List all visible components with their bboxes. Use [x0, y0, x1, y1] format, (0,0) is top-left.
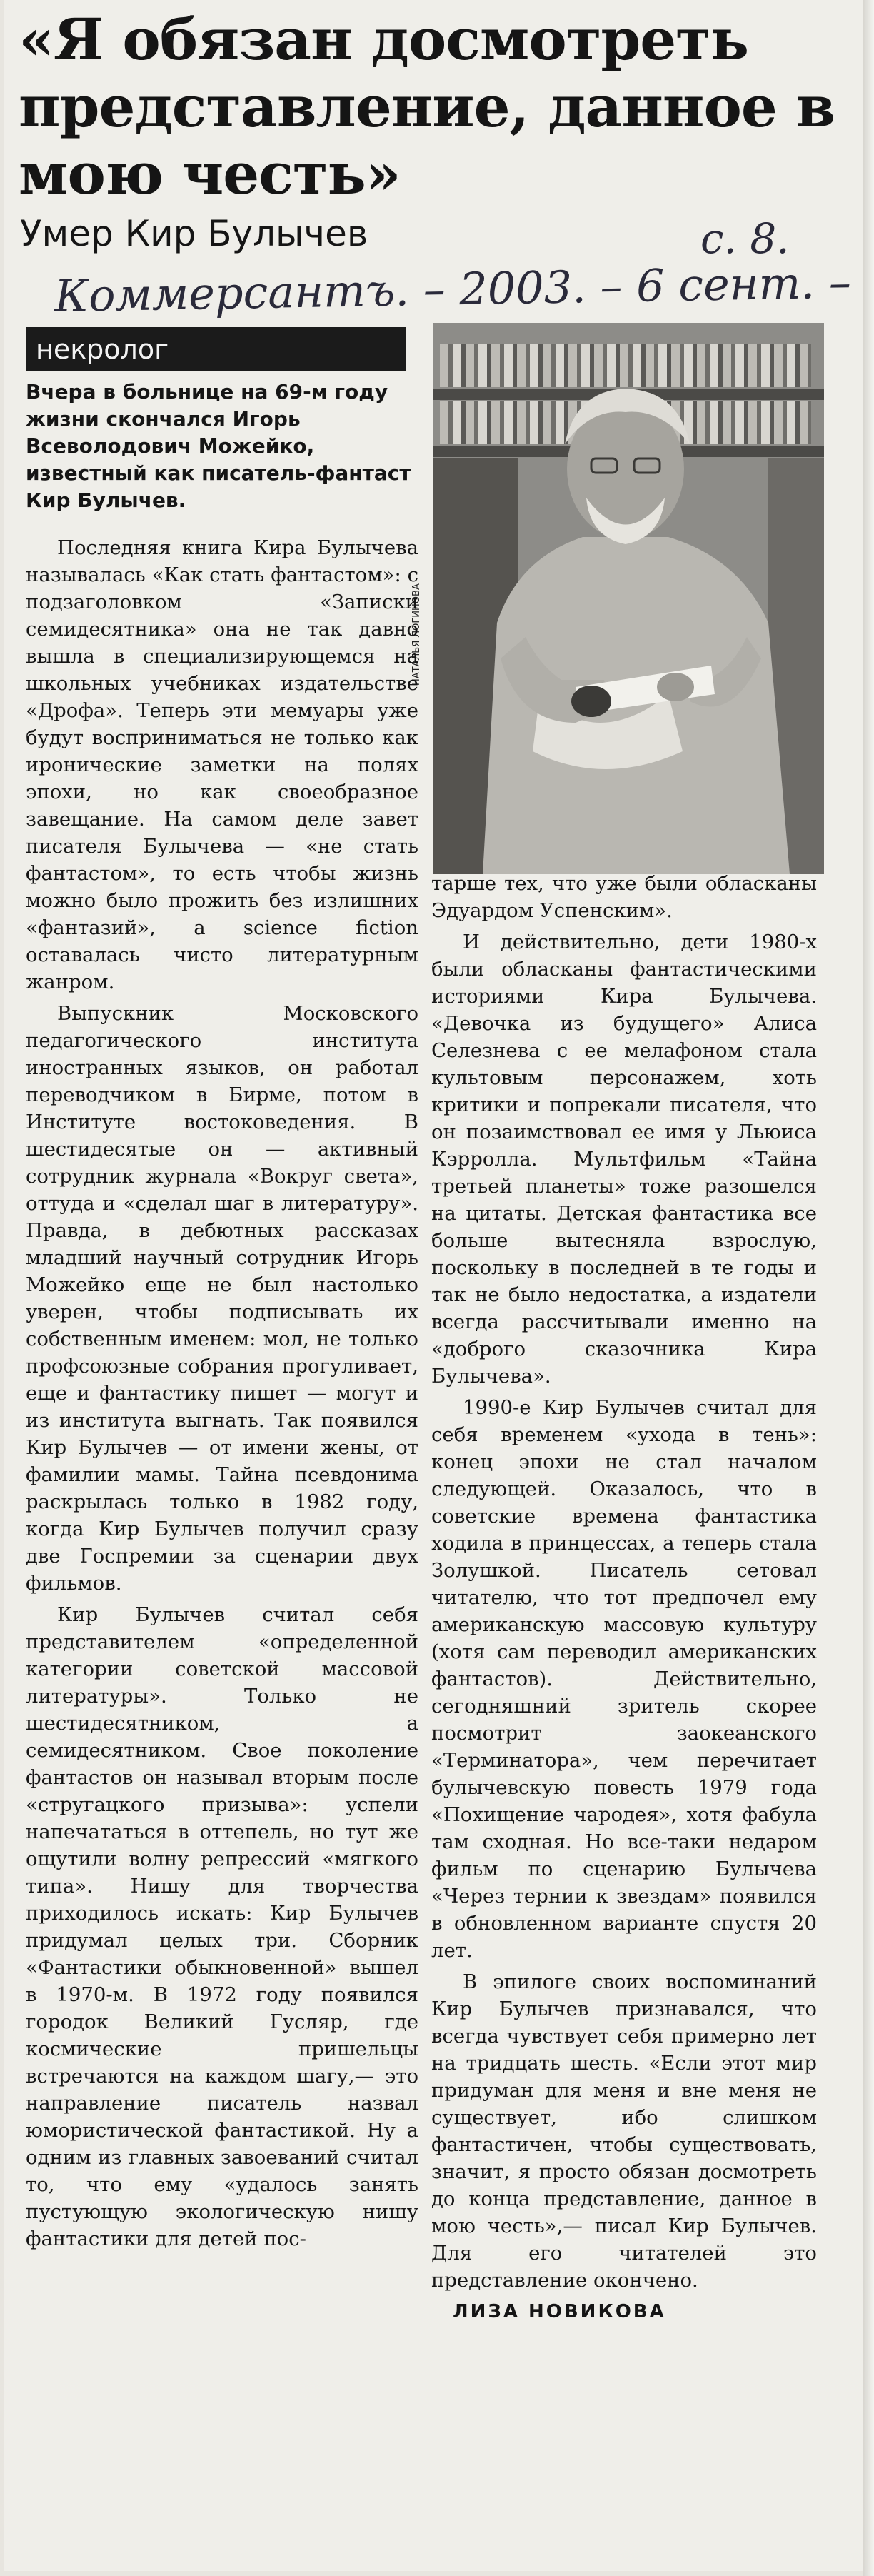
portrait-figure [433, 323, 824, 874]
paragraph: тарше тех, что уже были обласканы Эдуардом Успенским». [431, 872, 817, 922]
paragraph: В эпилоге своих воспоминаний Кир Булычев признавался, что всегда чувствует себя примерно лет на тридцать шесть. «Если этот мир придуман для меня и вне меня не существует, ибо слишком фантастичен, чтобы существовать, значит, я просто обязан досмотреть до конца представление, данное в мою честь»,— писал Кир Булычев. Для его читателей это представление окончено. [431, 1970, 817, 2292]
paragraph: И действительно, дети 1980-х были обласканы фантастическими историями Кира Булычева. «Девочка из будущего» Алиса Селезнева с ее мелафоном стала культовым персонажем, хоть критики и попрекали писателя, что он позаимствовал ее имя у Льюиса Кэрролла. Мультфильм «Тайна третьей планеты» тоже разошелся на цитаты. Детская фантастика все больше вытесняла взрослую, поскольку в последней в те годы и так не было недостатка, а издатели всегда рассчитывали именно на «доброго сказочника Кира Булычева». [431, 931, 817, 1388]
paragraph: Выпускник Московского педагогического института иностранных языков, он работал переводчиком в Бирме, потом в Институте востоковедения. В шестидесятые он — активный сотрудник журнала «Вокруг света», оттуда и «сделал шаг в литературу». Правда, в дебютных рассказах младший научный сотрудник Игорь Можейко еще не был настолько уверен, чтобы подписывать их собственным именем: мол, не только профсоюзные собрания прогуливает, еще и фантастику пишет — могут и из института выгнать. Так появился Кир Булычев — от имени жены, от фамилии мамы. Тайна псевдонима раскрылась только в 1982 году, когда Кир Булычев получил сразу две Госпремии за сценарии двух фильмов. [26, 1002, 418, 1595]
headline: «Я обязан досмотреть представление, данное в мою честь» [19, 6, 835, 207]
author-photo [433, 323, 824, 874]
paragraph: Последняя книга Кира Булычева называлась «Как стать фантастом»: с подзаголовком «Записки семидесятника» она не так давно вышла в специализирующемся на школьных учебниках издательстве «Дрофа». Теперь эти мемуары уже будут восприниматься не только как иронические заметки на полях эпохи, но как своеобразное завещание. На самом деле завет писателя Булычева — «не стать фантастом», то есть чтобы жизнь можно было прожить без излишних «фантазий», а science fiction оставалась чисто литературным жанром. [26, 536, 418, 993]
rubric-label: некролог [26, 327, 406, 371]
paragraph: Кир Булычев считал себя представителем «определенной категории советской массовой литературы». Только не шестидесятником, а семидесятником. Свое поколение фантастов он называл вторым после «стругацкого призыва»: успели напечататься в оттепель, но тут же ощутили волну репрессий «мягкого типа». Нишу для творчества приходилось искать: Кир Булычев придумал целых три. Сборник «Фантастики обыкновенной» вышел в 1970-м. В 1972 году появился городок Великий Гусляр, где космические пришельцы встречаются на каждом шагу,— это направление писатель назвал юмористической фантастикой. Ну а одним из главных завоеваний считал то, что ему «удалось занять пустующую экологическую нишу фантастики для детей пос- [26, 1603, 418, 2250]
lead-paragraph: Вчера в больнице на 69-м году жизни скончался Игорь Всеволодович Можейко, известный как писатель-фантаст Кир Булычев. [26, 380, 411, 512]
article-column-right [431, 870, 817, 2325]
author-byline: ЛИЗА НОВИКОВА [453, 2301, 666, 2322]
paragraph: 1990-е Кир Булычев считал для себя временем «ухода в тень»: конец эпохи не стал началом следующей. Оказалось, что в советские времена фантастика ходила в принцессах, а теперь стала Золушкой. Писатель сетовал читателю, что тот предпочел ему американскую массовую культуру (хотя сам переводил американских фантастов). Действительно, сегодняшний зритель скорее посмотрит заокеанского «Терминатора», чем перечитает булычевскую повесть 1979 года «Похищение чародея», хотя фабула там сходная. Но все-таки недаром фильм по сценарию Булычева «Через тернии к звездам» появился в обновленном варианте спустя 20 лет. [431, 1396, 817, 1962]
article-column-left [26, 534, 418, 2257]
paper-edge [863, 0, 874, 2576]
handwritten-source-note: Коммерсантъ. – 2003. – 6 сент. – [54, 256, 852, 323]
subheadline: Умер Кир Булычев [20, 213, 368, 254]
newspaper-clipping [4, 0, 870, 2571]
handwritten-page-reference: с. 8. [700, 214, 790, 263]
photo-credit: НАТАЛЬЯ ЛОГИНОВА [411, 583, 422, 686]
